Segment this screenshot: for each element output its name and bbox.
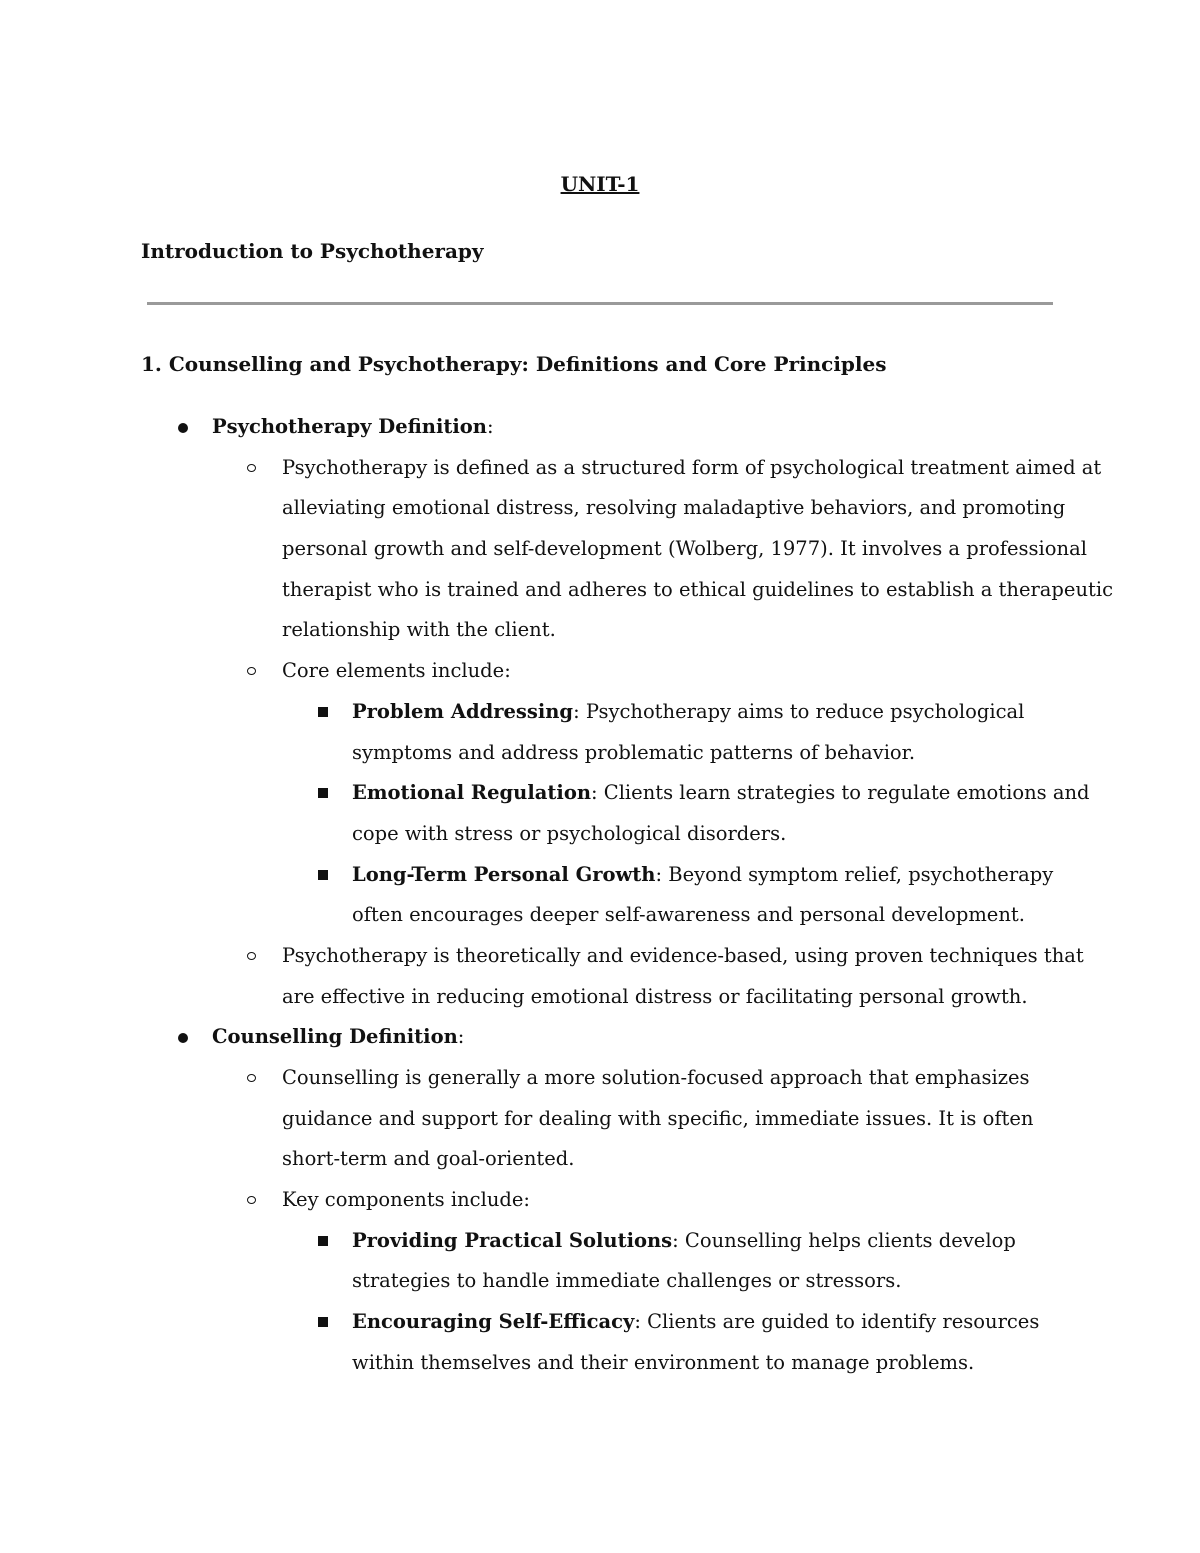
document-title: Introduction to Psychotherapy (141, 239, 484, 263)
list-text-continuation: guidance and support for dealing with specific, immediate issues. It is often (282, 1106, 1034, 1130)
list-term: Psychotherapy Definition (212, 415, 487, 438)
square-bullet-icon (318, 1317, 328, 1327)
list-text: Key components include: (282, 1188, 530, 1212)
list-item (0, 651, 1200, 692)
list-text-continuation: alleviating emotional distress, resolving maladaptive behaviors, and promoting (282, 496, 1066, 520)
hollow-circle-bullet-icon (247, 1074, 256, 1082)
list-text-continuation: relationship with the client. (282, 618, 556, 642)
list-text-continuation: strategies to handle immediate challenges or stressors. (352, 1269, 902, 1293)
list-term: Counselling Definition (212, 1025, 458, 1049)
list-text-continuation: cope with stress or psychological disorders. (352, 821, 787, 845)
list-text-continuation: therapist who is trained and adheres to ethical guidelines to establish a therapeutic (282, 577, 1114, 601)
filled-disc-bullet-icon (178, 423, 188, 433)
list-term: Emotional Regulation (352, 781, 591, 805)
list-text: Counselling is generally a more solution-focused approach that emphasizes (282, 1066, 1030, 1089)
unit-title: UNIT-1 (560, 172, 640, 196)
list-text-continuation: within themselves and their environment to manage problems. (352, 1350, 975, 1374)
list-term: Providing Practical Solutions (352, 1228, 673, 1252)
square-bullet-icon (318, 788, 328, 798)
list-term: Encouraging Self-Efficacy (352, 1310, 635, 1334)
list-item: Providing Practical Solutions: Counselling helps clients develop (0, 1221, 1200, 1262)
list-item (0, 448, 1200, 489)
square-bullet-icon (318, 1236, 328, 1246)
list-text-continuation: often encourages deeper self-awareness and personal development. (352, 903, 1025, 927)
list-text: Psychotherapy is defined as a structured form of psychological treatment aimed at (282, 455, 1102, 479)
document-body (0, 407, 1200, 1384)
list-item: Long-Term Personal Growth: Beyond symptom relief, psychotherapy (0, 855, 1200, 896)
list-text-continuation: symptoms and address problematic patterns of behavior. (352, 740, 916, 764)
hollow-circle-bullet-icon (247, 667, 256, 675)
hollow-circle-bullet-icon (247, 952, 256, 960)
list-item: Counselling Definition: (0, 1017, 1200, 1058)
list-text: Core elements include: (282, 659, 511, 683)
list-term: Long-Term Personal Growth (352, 862, 656, 886)
list-item: Emotional Regulation: Clients learn strategies to regulate emotions and (0, 773, 1200, 814)
square-bullet-icon (318, 707, 328, 717)
filled-disc-bullet-icon (178, 1033, 188, 1043)
list-text-continuation: are effective in reducing emotional distress or facilitating personal growth. (282, 984, 1028, 1008)
list-item: Psychotherapy Definition: (0, 407, 1200, 448)
list-term: Problem Addressing (352, 699, 574, 723)
list-text-continuation: personal growth and self-development (Wolberg, 1977). It involves a professional (282, 537, 1087, 561)
list-item (0, 1180, 1200, 1221)
list-item: Encouraging Self-Efficacy: Clients are guided to identify resources (0, 1302, 1200, 1343)
square-bullet-icon (318, 870, 328, 880)
list-text-continuation: short-term and goal-oriented. (282, 1147, 575, 1171)
horizontal-divider (147, 302, 1053, 305)
section-heading: 1. Counselling and Psychotherapy: Definitions and Core Principles (141, 352, 887, 376)
hollow-circle-bullet-icon (247, 464, 256, 472)
list-item (0, 936, 1200, 977)
list-item (0, 1058, 1200, 1099)
list-item: Problem Addressing: Psychotherapy aims to reduce psychological (0, 692, 1200, 733)
list-text: Psychotherapy is theoretically and evidence-based, using proven techniques that (282, 943, 1084, 967)
hollow-circle-bullet-icon (247, 1196, 256, 1204)
